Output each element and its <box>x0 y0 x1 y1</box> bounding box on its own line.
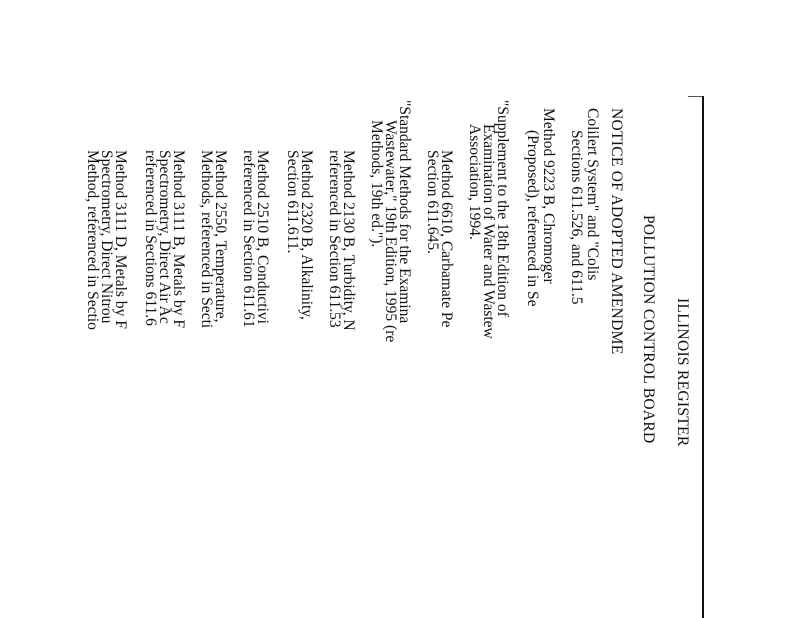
header-rule-tick <box>688 96 702 97</box>
board-name: POLLUTION CONTROL BOARD <box>640 215 657 444</box>
notice-heading: NOTICE OF ADOPTED AMENDME <box>608 108 625 355</box>
register-title: ILLINOIS REGISTER <box>674 298 691 447</box>
body-line: referenced in Section 611.61 <box>240 150 257 328</box>
body-line: referenced in Sections 611.6 <box>142 150 159 326</box>
body-line: Section 611.645. <box>424 150 441 255</box>
body-line: Method 2320 B, Alkalinity, <box>298 150 315 320</box>
body-line: Spectrometry, Direct Air Ac <box>156 150 173 324</box>
body-line: Method 6610, Carbamate Pe <box>438 150 455 328</box>
body-line: "Supplement to the 18th Edition of <box>494 100 511 317</box>
document-page <box>40 0 800 618</box>
body-line: Method 9223 B, Chromoger <box>540 108 557 284</box>
body-line: Methods, referenced in Secti <box>198 150 215 329</box>
body-line: Method 2510 B, Conductivi <box>254 150 271 324</box>
body-line: Method 3111 B, Metals by F <box>170 150 187 328</box>
body-line: Spectrometry, Direct Nitrou <box>98 150 115 324</box>
body-line: Association, 1994. <box>466 124 483 240</box>
body-line: Method 2550, Temperature, <box>212 150 229 323</box>
body-line: Method, referenced in Sectio <box>84 150 101 330</box>
body-line: "Standard Methods for the Examina <box>396 100 413 324</box>
body-line: referenced in Section 611.53 <box>326 150 343 328</box>
body-line: Wastewater," 19th Edition, 1995 (re <box>382 120 399 343</box>
header-rule <box>702 96 704 618</box>
body-line: Methods, 19th ed."). <box>368 120 385 248</box>
body-line: Colilert System" and "Colis <box>584 108 601 281</box>
body-line: Method 3111 D, Metals by F <box>112 150 129 329</box>
body-line: Method 2130 B, Turbidity, N <box>340 150 357 331</box>
body-line: (Proposed), referenced in Se <box>524 130 541 307</box>
body-line: Section 611.611. <box>284 150 301 254</box>
body-line: Examination of Water and Wastew <box>480 124 497 339</box>
body-line: Sections 611.526, and 611.5 <box>568 130 585 305</box>
